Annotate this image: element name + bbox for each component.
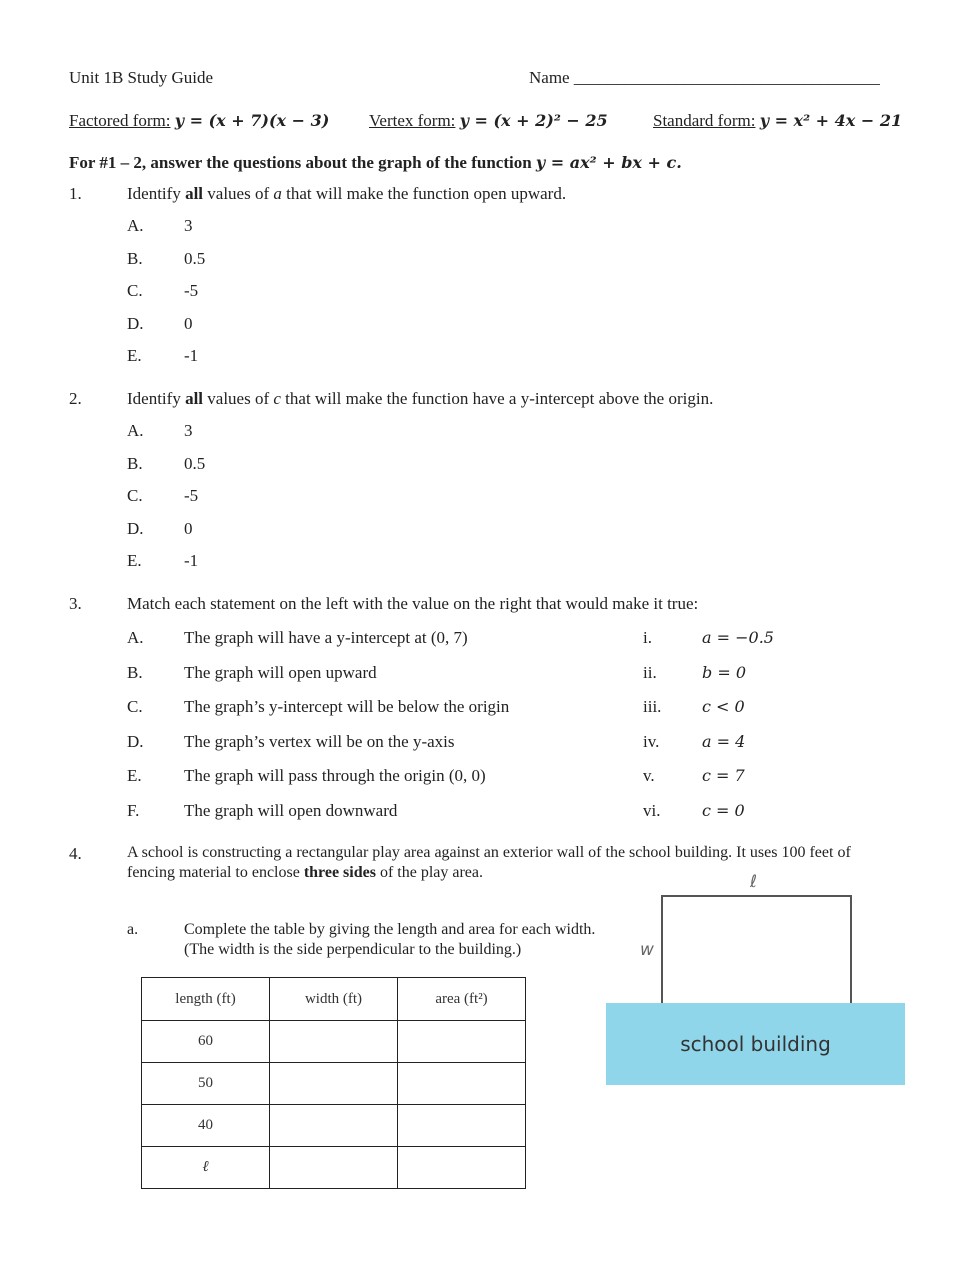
option-value: -5 [184, 281, 199, 300]
value-numeral: i. [643, 628, 652, 647]
question-prompt [127, 185, 566, 202]
match-statement [184, 629, 468, 646]
header-title [69, 69, 213, 86]
cell-width[interactable] [270, 1105, 398, 1147]
option-letter: E. [127, 551, 142, 570]
statement-letter [127, 664, 143, 681]
option-letter: D. [127, 313, 144, 333]
variable: a [273, 184, 282, 203]
cell-area[interactable] [398, 1063, 526, 1105]
answer-option [184, 250, 205, 267]
standard-form [653, 112, 902, 129]
variable: c [273, 389, 281, 408]
match-statement [184, 733, 455, 750]
value-numeral: iii. [643, 697, 662, 717]
cell-area[interactable] [398, 1147, 526, 1189]
option-letter [127, 250, 143, 267]
option-value: 0 [184, 313, 193, 333]
standard-label: Standard form: [653, 111, 756, 130]
statement: The graph will open downward [184, 801, 398, 820]
table-row [142, 1147, 526, 1189]
vertex-form [369, 112, 608, 129]
table-header-row [142, 978, 526, 1021]
value-numeral [643, 698, 661, 715]
match-statement [184, 767, 486, 784]
match-statement [184, 802, 397, 819]
option-value: 0.5 [184, 453, 206, 473]
text: Complete the table by giving the length and area for each width. [184, 921, 596, 938]
table-row [142, 1063, 526, 1105]
value: a = 4 [702, 731, 746, 751]
cell-length: 50 [142, 1063, 270, 1105]
header-width: width (ft) [270, 978, 398, 1021]
cell-length: 60 [142, 1021, 270, 1063]
option-value: 0 [184, 518, 193, 538]
cell-area[interactable] [398, 1021, 526, 1063]
subpart-label [127, 922, 138, 938]
option-letter [127, 282, 143, 299]
question-prompt-line1 [127, 845, 851, 861]
statement: The graph will pass through the origin (0, 0) [184, 766, 486, 786]
statement-letter: C. [127, 697, 143, 717]
cell-width[interactable] [270, 1021, 398, 1063]
option-letter [127, 422, 144, 439]
subpart-prompt-line2 [184, 942, 521, 958]
cell-area[interactable] [398, 1105, 526, 1147]
vertex-label: Vertex form: [369, 111, 456, 130]
option-value: -1 [184, 346, 199, 365]
question-prompt-line2 [127, 865, 483, 881]
cell-width[interactable] [270, 1147, 398, 1189]
question-number: 2. [69, 389, 82, 408]
text: Identify [127, 184, 181, 203]
answer-option [184, 455, 205, 472]
text: A school is constructing a rectangular play area against an exterior wall of the school building. It uses 100 feet of [127, 844, 851, 861]
cell-length: 40 [142, 1105, 270, 1147]
answer-option [184, 552, 198, 569]
subpart-prompt-line1 [184, 922, 595, 938]
statement-letter: B. [127, 662, 143, 682]
option-letter [127, 347, 142, 364]
document-title: Unit 1B Study Guide [69, 68, 214, 87]
value: c = 0 [702, 801, 745, 820]
option-letter: A. [127, 216, 144, 235]
match-value [702, 767, 745, 784]
heading-equation: y = ax² + bx + c. [535, 153, 682, 172]
value-numeral [643, 629, 652, 646]
text: values of [207, 389, 270, 408]
option-letter: E. [127, 346, 142, 365]
question-number: 4. [69, 844, 82, 863]
option-letter: A. [127, 421, 144, 440]
answer-option [184, 520, 193, 537]
answer-option [184, 487, 198, 504]
answer-option [184, 422, 193, 439]
value-numeral [643, 767, 655, 784]
match-statement [184, 698, 509, 715]
option-value: -5 [184, 486, 199, 505]
value: b = 0 [702, 662, 746, 682]
option-letter [127, 552, 142, 569]
option-letter [127, 455, 143, 472]
factored-equation: y = (x + 7)(x − 3) [174, 111, 330, 130]
bold-word: all [185, 184, 204, 203]
factored-label: Factored form: [69, 111, 171, 130]
statement-letter: E. [127, 766, 142, 786]
option-letter [127, 315, 144, 332]
table-row [142, 1105, 526, 1147]
question-prompt: Match each statement on the left with the value on the right that would make it true: [127, 594, 699, 613]
statement-letter [127, 767, 142, 784]
option-letter: B. [127, 453, 143, 473]
statement: The graph will open upward [184, 662, 377, 682]
match-statement [184, 664, 377, 681]
name-field-label: Name ____________________________________ [529, 68, 880, 87]
bold-word: all [185, 389, 204, 408]
factored-form [69, 112, 329, 129]
question-prompt [127, 595, 698, 612]
text: fencing material to enclose [127, 864, 300, 881]
section-heading [69, 154, 682, 171]
option-letter [127, 487, 143, 504]
text: Identify [127, 389, 181, 408]
cell-width[interactable] [270, 1063, 398, 1105]
width-label: w [640, 940, 654, 960]
question-number: 3. [69, 594, 82, 613]
value-numeral: vi. [643, 801, 661, 820]
option-letter [127, 217, 144, 234]
answer-option [184, 315, 193, 332]
text: that will make the function have a y-intercept above the origin. [285, 389, 714, 408]
text: (The width is the side perpendicular to the building.) [184, 941, 522, 958]
header-area: area (ft²) [398, 978, 526, 1021]
statement-letter [127, 733, 144, 750]
option-value: 3 [184, 421, 193, 440]
text: values of [207, 184, 270, 203]
answer-option [184, 217, 193, 234]
statement: The graph’s vertex will be on the y-axis [184, 731, 455, 751]
statement-letter: F. [127, 801, 140, 820]
statement-letter: A. [127, 628, 144, 647]
question-number [69, 390, 82, 407]
statement-letter [127, 629, 144, 646]
heading-text: For #1 – 2, answer the questions about the graph of the function [69, 153, 532, 172]
length-label: ℓ [750, 872, 758, 892]
play-area-rectangle [661, 895, 852, 1005]
value-numeral [643, 802, 660, 819]
match-value [702, 733, 745, 750]
statement: The graph’s y-intercept will be below the origin [184, 697, 510, 717]
value: c < 0 [702, 697, 745, 717]
cell-length: ℓ [142, 1147, 270, 1189]
match-value [702, 629, 774, 646]
option-letter: B. [127, 248, 143, 268]
question-number [69, 595, 82, 612]
option-value: 0.5 [184, 248, 206, 268]
option-value: -1 [184, 551, 199, 570]
value: c = 7 [702, 766, 745, 786]
length-width-area-table [141, 977, 526, 1189]
standard-equation: y = x² + 4x − 21 [759, 111, 903, 130]
match-value [702, 664, 746, 681]
value-numeral: v. [643, 766, 655, 786]
value-numeral: iv. [643, 731, 660, 751]
statement: The graph will have a y-intercept at (0, 7) [184, 628, 468, 647]
statement-letter: D. [127, 731, 144, 751]
option-value: 3 [184, 216, 193, 235]
value: a = −0.5 [702, 628, 774, 647]
school-building [606, 1003, 905, 1085]
bold-words: three sides [303, 864, 376, 881]
question-number [69, 185, 82, 202]
building-label: school building [680, 1032, 831, 1056]
statement-letter [127, 698, 143, 715]
option-letter [127, 520, 144, 537]
header-length: length (ft) [142, 978, 270, 1021]
question-prompt [127, 390, 713, 407]
statement-letter [127, 802, 139, 819]
option-letter: C. [127, 281, 143, 300]
answer-option [184, 347, 198, 364]
text: that will make the function open upward. [286, 184, 567, 203]
option-letter: D. [127, 518, 144, 538]
option-letter: C. [127, 486, 143, 505]
text: of the play area. [379, 864, 484, 881]
name-line [529, 69, 880, 86]
question-number: 1. [69, 184, 82, 203]
vertex-equation: y = (x + 2)² − 25 [459, 111, 608, 130]
answer-option [184, 282, 198, 299]
subpart-label: a. [127, 921, 139, 938]
match-value [702, 802, 745, 819]
value-numeral: ii. [643, 662, 657, 682]
value-numeral [643, 664, 657, 681]
table-row [142, 1021, 526, 1063]
match-value [702, 698, 745, 715]
question-number [69, 845, 82, 862]
value-numeral [643, 733, 659, 750]
